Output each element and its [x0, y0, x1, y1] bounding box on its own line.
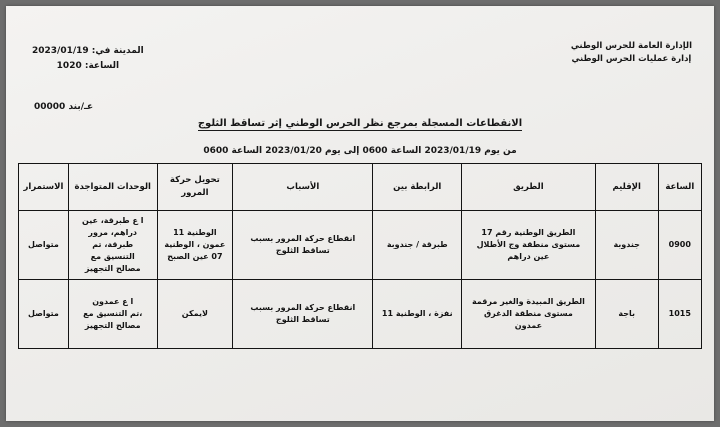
column-header-hour: الساعة [658, 164, 701, 211]
cell-diversion-lines [160, 227, 231, 263]
document-content [6, 6, 714, 421]
cell-diversion-line: 07 عين الصبح [167, 252, 223, 261]
header-organisation [571, 40, 692, 66]
cell-road [462, 280, 596, 349]
column-header-link: الرابطة بين [373, 164, 462, 211]
cell-region: جندوبة [595, 211, 658, 280]
cell-status: متواصل [19, 280, 69, 349]
reference-number: عـ/بند 00000 [34, 102, 94, 112]
cell-road-line: مستوى منطقة وج الأطلال [476, 240, 581, 249]
column-header-causes: الأسباب [233, 164, 373, 211]
document-page [6, 6, 714, 421]
cell-road-line: الطريق المبيدة والغير مرقمة [471, 297, 585, 306]
cell-units-line: دراهم، مرور [88, 228, 138, 237]
column-header-diversion: تحويل حركة المرور [157, 164, 233, 211]
column-header-road: الطريق [462, 164, 596, 211]
report-period: من يوم 2023/01/19 الساعة 0600 إلى يوم 2023/01/20 الساعة 0600 [203, 146, 517, 156]
cell-units [68, 211, 157, 280]
cell-road-lines [464, 296, 593, 332]
cell-hour: 1015 [658, 280, 701, 349]
column-header-units: الوحدات المتواجدة [68, 164, 157, 211]
cell-road-line: عين دراهم [507, 252, 550, 261]
column-header-region: الإقليم [595, 164, 658, 211]
cell-units-line: طبرقة، تم [92, 240, 134, 249]
cell-status: متواصل [19, 211, 69, 280]
page-title-text: الانقطاعات المسجلة بمرجع نظر الحرس الوطني إثر تساقط الثلوج [197, 118, 523, 129]
cell-link: طبرقة / جندوبة [373, 211, 462, 280]
cell-units-lines [71, 215, 155, 275]
cell-road-line: عمدون [514, 321, 543, 330]
interruptions-table [18, 163, 702, 349]
cell-road [462, 211, 596, 280]
cell-units-lines [71, 296, 155, 332]
cell-link: نفزة ، الوطنية 11 [373, 280, 462, 349]
cell-diversion: لايمكن [157, 280, 233, 349]
cell-road-line: الطريق الوطنية رقم 17 [481, 228, 576, 237]
table-header-row [19, 164, 702, 211]
table-row [19, 280, 702, 349]
cell-units-line: التنسيق مع [90, 252, 135, 261]
header-date-time [32, 44, 144, 75]
header-org-line1: الإدارة العامة للحرس الوطني [570, 41, 692, 51]
header-hour: الساعة: 1020 [56, 61, 120, 72]
cell-diversion-line: الوطنية 11 [173, 228, 217, 237]
cell-causes: انقطاع حركة المرور بسبب تساقط الثلوج [233, 280, 373, 349]
table-body [19, 211, 702, 349]
cell-units [68, 280, 157, 349]
cell-road-lines [464, 227, 593, 263]
page-title [6, 118, 714, 129]
cell-units-line: ا ع عمدون [92, 297, 134, 306]
cell-diversion [157, 211, 233, 280]
header-city-date: المدينة في: 2023/01/19 [32, 46, 144, 56]
table-header [19, 164, 702, 211]
cell-road-line: مستوى منطقة الدغرق [483, 309, 573, 318]
cell-region: باجة [595, 280, 658, 349]
cell-causes: انقطاع حركة المرور بسبب تساقط الثلوج [233, 211, 373, 280]
cell-hour: 0900 [658, 211, 701, 280]
cell-units-line: ،تم التنسيق مع [83, 309, 143, 318]
cell-units-line: مصالح التجهيز [84, 321, 141, 330]
column-header-status: الاستمرار [19, 164, 69, 211]
cell-units-line: مصالح التجهيز [84, 264, 141, 273]
interruptions-table-wrapper [18, 163, 702, 349]
table-row [19, 211, 702, 280]
cell-diversion-line: عمون ، الوطنية [164, 240, 226, 249]
header-org-line2: إدارة عمليات الحرس الوطني [571, 54, 692, 65]
cell-units-line: ا ع طبرقة، عين [82, 216, 144, 225]
